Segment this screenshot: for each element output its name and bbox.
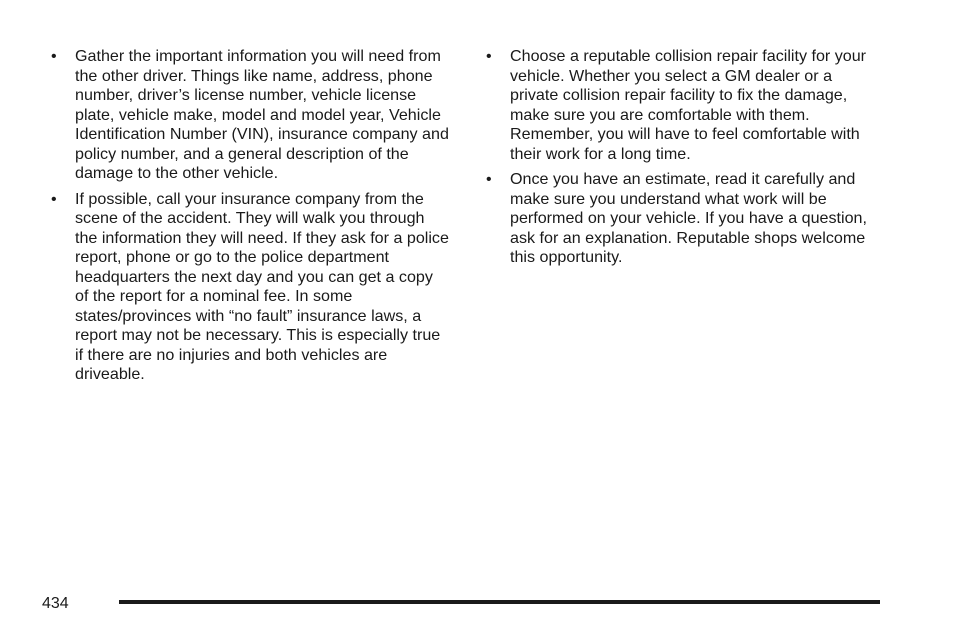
bullet-item [486,47,872,164]
bullet-dot-icon: • [486,48,492,65]
right-bullet-list [486,47,872,268]
bullet-text: Once you have an estimate, read it carefully and make sure you understand what work will be performed on your vehicle. If you have a question, ask for an explanation. Reputable shops welcome this opportunity. [510,170,867,266]
footer-rule [119,600,880,604]
left-column [51,47,449,391]
page-number: 434 [42,595,69,612]
bullet-dot-icon: • [486,171,492,188]
bullet-item [51,47,449,184]
bullet-item [486,170,872,268]
bullet-text: Choose a reputable collision repair facility for your vehicle. Whether you select a GM dealer or a private collision repair facility to fix the damage, make sure you are comfortable with them. Remember, you will have to feel comfortable with their work for a long time. [510,47,867,163]
bullet-text: Gather the important information you will need from the other driver. Things like name, address, phone number, driver’s license number, vehicle license plate, vehicle make, model and model year, Vehicle Identification Number (VIN), insurance company and policy number, and a general description of the damage to the other vehicle. [75,47,449,182]
bullet-item [51,190,449,385]
left-bullet-list [51,47,449,385]
bullet-dot-icon: • [51,48,57,65]
bullet-text: If possible, call your insurance company from the scene of the accident. They will walk you through the information they will need. If they ask for a police report, phone or go to the police department headquarters the next day and you can get a copy of the report for a nominal fee. In some states/provinces with “no fault” insurance laws, a report may not be necessary. This is especially true if there are no injuries and both vehicles are driveable. [75,189,449,383]
bullet-dot-icon: • [51,190,57,208]
right-column [486,47,872,274]
